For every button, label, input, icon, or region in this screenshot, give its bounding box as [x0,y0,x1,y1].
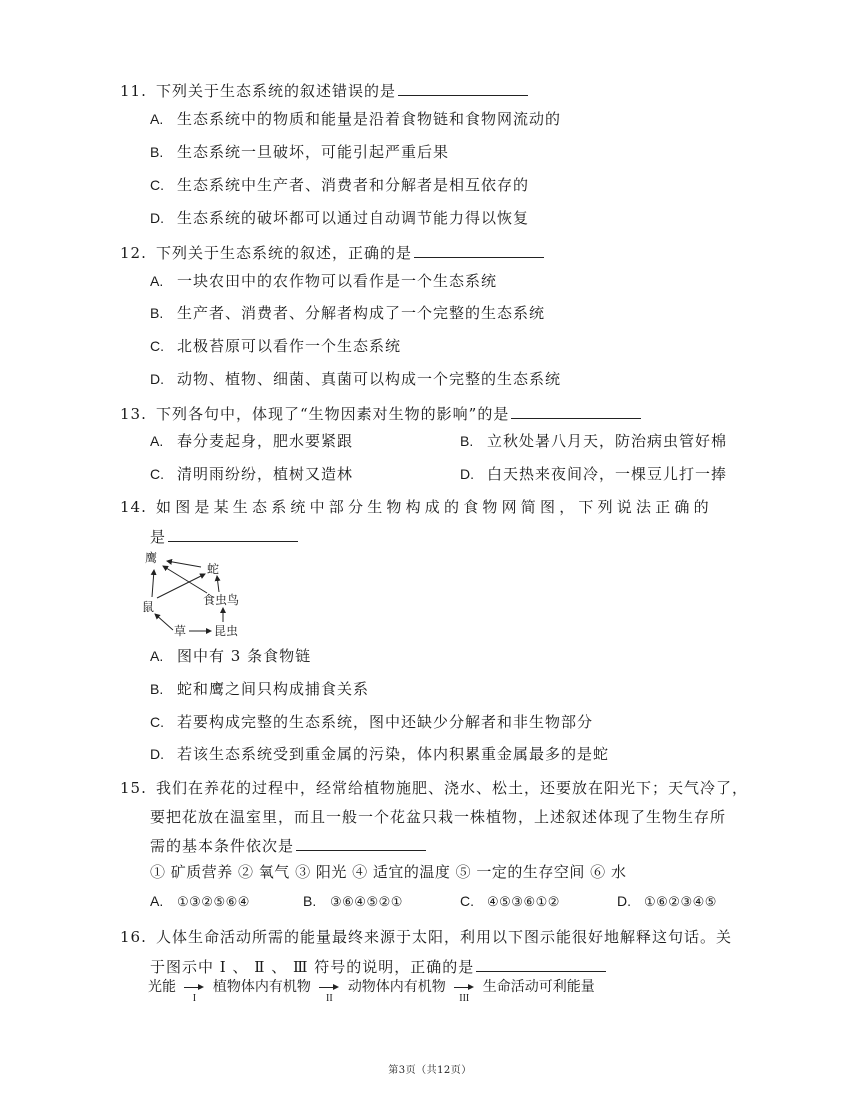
option-13-c: C. 清明雨纷纷，植树又造林 [150,465,354,483]
option-13-a: A. 春分麦起身，肥水要紧跟 [150,432,354,450]
arrow-bird-to-snake [217,576,219,592]
question-11-stem: 11. 下列关于生态系统的叙述错误的是 [120,79,528,102]
arrow-bird-to-hawk [163,566,207,593]
flow-arrow-ii: II [318,976,340,998]
option-11-b: B. 生态系统一旦破坏，可能引起严重后果 [150,143,450,161]
question-14-stem-cont: 是 [150,525,298,548]
question-12-stem: 12. 下列关于生态系统的叙述，正确的是 [120,241,544,264]
arrow-mouse-to-hawk [152,570,154,597]
answer-blank[interactable] [476,955,606,972]
option-14-c: C. 若要构成完整的生态系统，图中还缺少分解者和非生物部分 [150,713,594,731]
energy-flow-diagram [148,976,595,1004]
answer-blank[interactable] [511,402,641,419]
option-12-d: D. 动物、植物、细菌、真菌可以构成一个完整的生态系统 [150,370,562,388]
arrow-grass-to-mouse [155,614,173,630]
option-15-d: D. ①⑥②③④⑤ [617,893,717,909]
arrow-snake-to-hawk [167,561,201,567]
option-11-a: A. 生态系统中的物质和能量是沿着食物链和食物网流动的 [150,110,562,128]
answer-blank[interactable] [168,525,298,542]
question-14-stem: 14. 如图是某生态系统中部分生物构成的食物网简图，下列说法正确的 [120,498,713,516]
option-13-b: B. 立秋处暑八月天，防治病虫管好棉 [460,432,728,450]
flow-node-usable-energy: 生命活动可利能量 [482,979,595,995]
flow-node-plant-organics: 植物体内有机物 [212,979,311,995]
option-11-c: C. 生态系统中生产者、消费者和分解者是相互依存的 [150,176,530,194]
question-15-stem-cont2: 需的基本条件依次是 [150,834,426,857]
flow-node-light-energy: 光能 [148,979,176,995]
flow-arrow-i: I [183,976,205,998]
question-16-stem: 16. 人体生命活动所需的能量最终来源于太阳，利用以下图示能很好地解释这句话。关 [120,928,733,946]
question-15-conditions: ① 矿质营养 ② 氧气 ③ 阳光 ④ 适宜的温度 ⑤ 一定的生存空间 ⑥ 水 [150,863,627,881]
food-web-mouse: 鼠 [142,600,155,614]
option-14-a: A. 图中有 3 条食物链 [150,647,312,665]
question-16-stem-cont: 于图示中 Ⅰ 、 Ⅱ 、 Ⅲ 符号的说明，正确的是 [150,955,606,978]
food-web-insect: 昆虫 [214,624,239,638]
food-web-grass: 草 [174,624,187,638]
option-14-b: B. 蛇和鹰之间只构成捕食关系 [150,680,370,698]
option-15-a: A. ①③②⑤⑥④ [150,893,250,909]
option-12-b: B. 生产者、消费者、分解者构成了一个完整的生态系统 [150,304,546,322]
option-11-d: D. 生态系统的破坏都可以通过自动调节能力得以恢复 [150,209,530,227]
option-15-b: B. ③⑥④⑤②① [303,893,403,909]
option-15-c: C. ④⑤③⑥①② [460,893,560,909]
answer-blank[interactable] [414,241,544,258]
question-13-stem: 13. 下列各句中，体现了“生物因素对生物的影响”的是 [120,402,641,425]
food-web-snake: 蛇 [207,562,220,576]
food-web-hawk: 鹰 [145,551,158,565]
question-15-stem-cont1: 要把花放在温室里，而且一般一个花盆只栽一株植物，上述叙述体现了生物生存所 [150,808,727,826]
food-web-bird: 食虫鸟 [203,593,240,607]
option-14-d: D. 若该生态系统受到重金属的污染，体内积累重金属最多的是蛇 [150,745,610,763]
flow-node-animal-organics: 动物体内有机物 [347,979,446,995]
question-15-stem: 15. 我们在养花的过程中，经常给植物施肥、浇水、松土，还要放在阳光下；天气冷了， [120,779,749,797]
page-footer: 第3页（共12页） [388,1065,472,1076]
option-12-c: C. 北极苔原可以看作一个生态系统 [150,337,402,355]
option-12-a: A. 一块农田中的农作物可以看作是一个生态系统 [150,272,498,290]
answer-blank[interactable] [296,834,426,851]
option-13-d: D. 白天热来夜间冷，一棵豆儿打一捧 [460,465,728,483]
food-web-diagram [137,548,257,640]
answer-blank[interactable] [398,79,528,96]
flow-arrow-iii: III [453,976,475,998]
